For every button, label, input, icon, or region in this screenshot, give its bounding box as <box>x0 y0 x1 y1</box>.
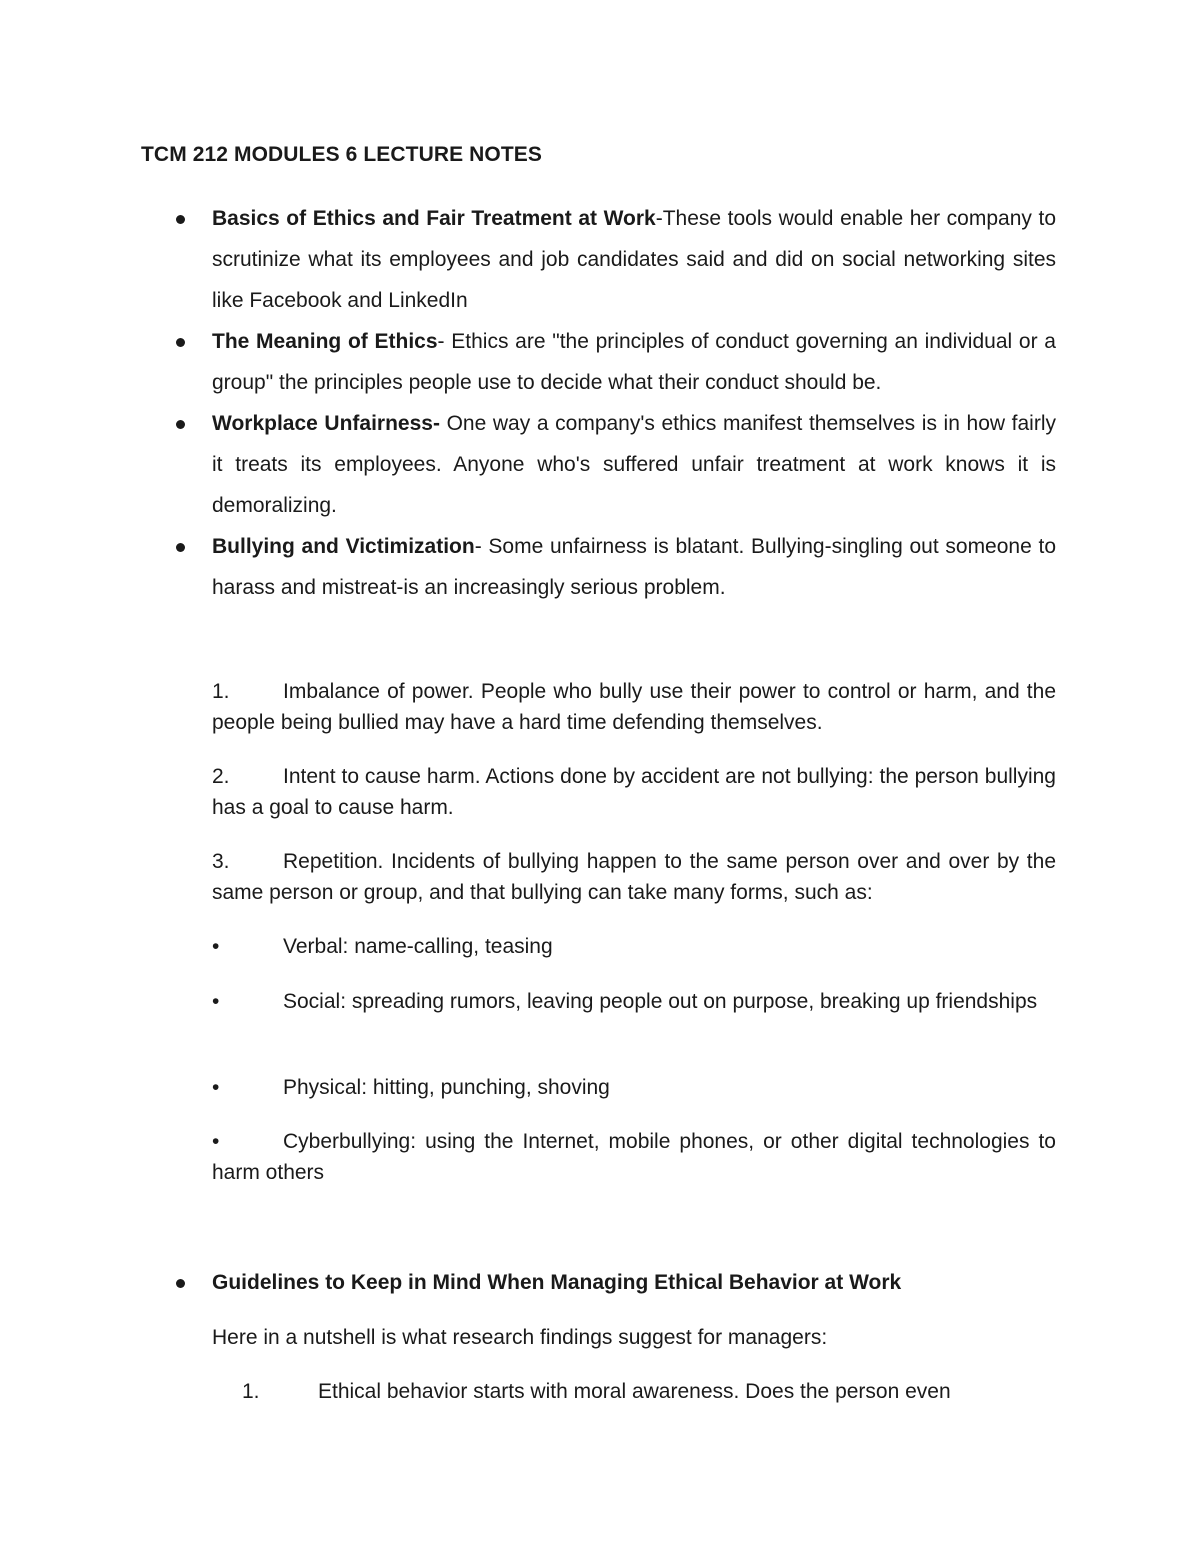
bullet-text: -These tools would enable her company to scrutinize what its employees and job candidates said and did on social networking sites like Facebook and LinkedIn <box>212 207 1056 312</box>
bullying-point-2 <box>212 761 1056 823</box>
bullet-heading: Workplace Unfairness- <box>212 412 440 435</box>
bullying-form-cyberbullying <box>212 1126 1056 1188</box>
bullet-dot-icon <box>176 420 185 429</box>
list-text: Verbal: name-calling, teasing <box>283 935 553 958</box>
bullying-point-3 <box>212 846 1056 908</box>
bullet-heading: The Meaning of Ethics <box>212 330 438 353</box>
list-text: Imbalance of power. People who bully use their power to control or harm, and the people being bullied may have a hard time defending themselves. <box>212 680 1056 734</box>
list-text: Intent to cause harm. Actions done by accident are not bullying: the person bullying has a goal to cause harm. <box>212 765 1056 819</box>
bullet-heading: Basics of Ethics and Fair Treatment at Work <box>212 207 656 230</box>
list-marker: • <box>212 935 220 958</box>
list-marker: • <box>212 1076 220 1099</box>
list-text: Physical: hitting, punching, shoving <box>283 1076 610 1099</box>
bullet-item-meaning-of-ethics <box>0 321 1200 403</box>
bullet-dot-icon <box>176 215 185 224</box>
list-marker: • <box>212 1130 220 1153</box>
bullet-text: - Ethics are "the principles of conduct governing an individual or a group" the principles people use to decide what their conduct should be. <box>212 330 1056 394</box>
guidelines-item-1 <box>242 1376 1056 1407</box>
bullet-text: One way a company's ethics manifest themselves is in how fairly it treats its employees. Anyone who's suffered unfair treatment at work knows it is demoralizing. <box>212 412 1056 517</box>
list-marker: 1. <box>212 680 230 703</box>
bullet-item-basics-of-ethics <box>0 198 1200 321</box>
list-text: Repetition. Incidents of bullying happen to the same person over and over by the same person or group, and that bullying can take many forms, such as: <box>212 850 1056 904</box>
bullying-form-physical <box>212 1072 1056 1103</box>
guidelines-section <box>0 1262 1200 1303</box>
bullet-dot-icon <box>176 338 185 347</box>
bullying-point-1 <box>212 676 1056 738</box>
bullet-text: - Some unfairness is blatant. Bullying-singling out someone to harass and mistreat-is an increasingly serious problem. <box>212 535 1056 599</box>
bullying-form-social <box>212 986 1056 1017</box>
guidelines-intro: Here in a nutshell is what research findings suggest for managers: <box>212 1326 828 1349</box>
bullet-item-guidelines <box>0 1262 1200 1303</box>
list-marker: 2. <box>212 765 230 788</box>
bullet-item-bullying-victimization <box>0 526 1200 608</box>
list-marker: 3. <box>212 850 230 873</box>
list-marker: • <box>212 990 220 1013</box>
list-text: Cyberbullying: using the Internet, mobile phones, or other digital technologies to harm others <box>212 1130 1056 1184</box>
list-marker: 1. <box>242 1380 260 1403</box>
main-bullet-list <box>0 198 1200 608</box>
bullet-dot-icon <box>176 543 185 552</box>
list-text: Social: spreading rumors, leaving people out on purpose, breaking up friendships <box>283 990 1038 1013</box>
bullet-heading: Bullying and Victimization <box>212 535 475 558</box>
bullet-dot-icon <box>176 1279 185 1288</box>
list-text: Ethical behavior starts with moral awareness. Does the person even <box>318 1380 951 1403</box>
bullying-form-verbal <box>212 931 1056 962</box>
bullet-item-workplace-unfairness <box>0 403 1200 526</box>
guidelines-heading: Guidelines to Keep in Mind When Managing Ethical Behavior at Work <box>212 1271 902 1294</box>
document-title: TCM 212 MODULES 6 LECTURE NOTES <box>141 143 542 166</box>
